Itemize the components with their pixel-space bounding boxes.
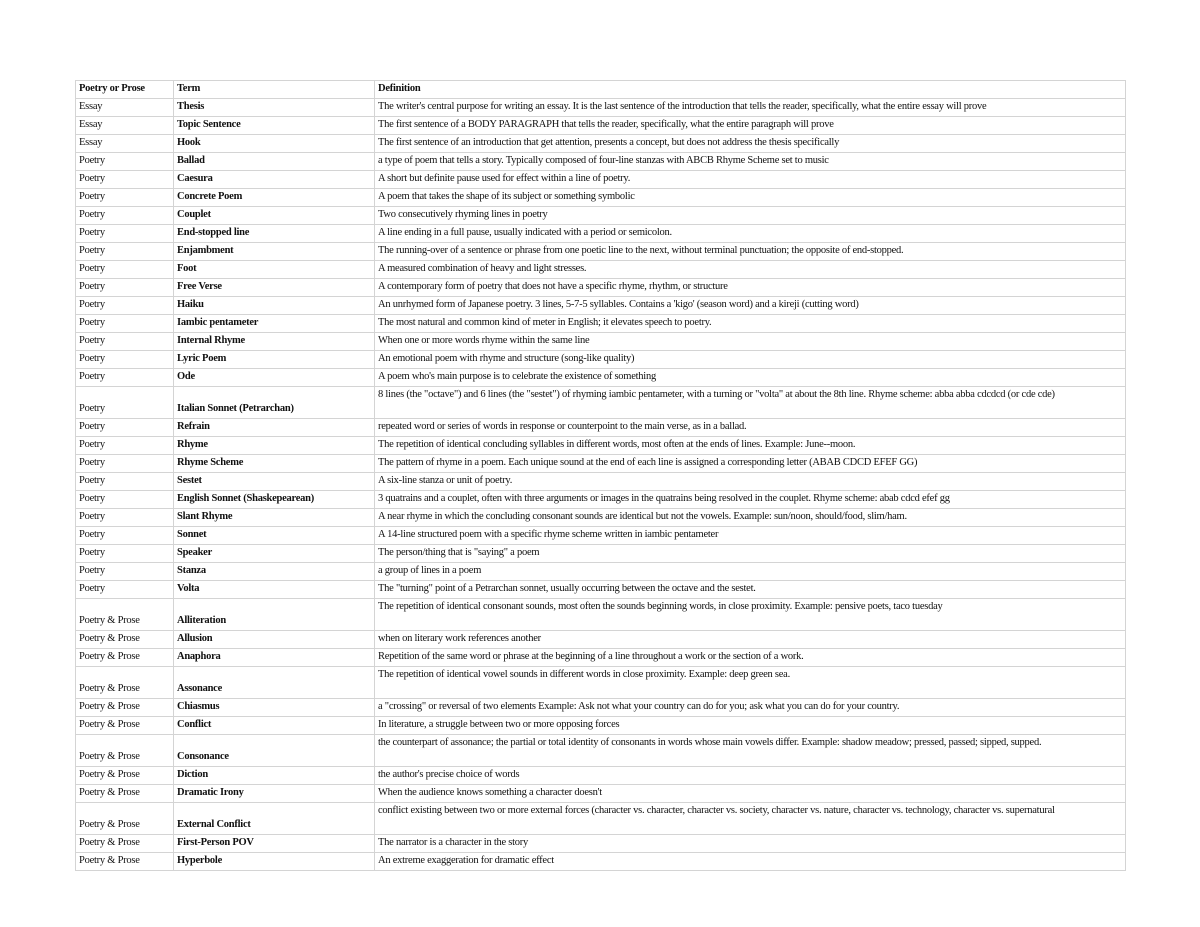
table-row xyxy=(76,171,1126,189)
table-row xyxy=(76,261,1126,279)
cell-term: Hook xyxy=(174,135,375,153)
cell-category: Poetry & Prose xyxy=(76,599,174,631)
cell-term: Chiasmus xyxy=(174,699,375,717)
cell-term: External Conflict xyxy=(174,803,375,835)
table-body xyxy=(76,99,1126,871)
cell-term: Thesis xyxy=(174,99,375,117)
cell-definition: A short but definite pause used for effect within a line of poetry. xyxy=(375,171,1126,189)
table-row xyxy=(76,369,1126,387)
cell-category: Poetry & Prose xyxy=(76,735,174,767)
cell-definition: a "crossing" or reversal of two elements Example: Ask not what your country can do for you; ask what you can do for your country. xyxy=(375,699,1126,717)
table-row xyxy=(76,297,1126,315)
table-row xyxy=(76,667,1126,699)
cell-category: Poetry xyxy=(76,189,174,207)
cell-category: Poetry & Prose xyxy=(76,667,174,699)
cell-term: Rhyme Scheme xyxy=(174,455,375,473)
cell-definition: In literature, a struggle between two or more opposing forces xyxy=(375,717,1126,735)
cell-definition: A 14-line structured poem with a specific rhyme scheme written in iambic pentameter xyxy=(375,527,1126,545)
cell-category: Poetry xyxy=(76,419,174,437)
cell-term: Alliteration xyxy=(174,599,375,631)
table-row xyxy=(76,835,1126,853)
cell-category: Poetry xyxy=(76,207,174,225)
table-row xyxy=(76,351,1126,369)
cell-definition: The pattern of rhyme in a poem. Each unique sound at the end of each line is assigned a corresponding letter (ABAB CDCD EFEF GG) xyxy=(375,455,1126,473)
cell-term: Sestet xyxy=(174,473,375,491)
cell-term: Rhyme xyxy=(174,437,375,455)
cell-category: Poetry & Prose xyxy=(76,803,174,835)
cell-category: Poetry xyxy=(76,171,174,189)
cell-category: Poetry & Prose xyxy=(76,767,174,785)
cell-category: Poetry xyxy=(76,369,174,387)
cell-category: Poetry xyxy=(76,297,174,315)
table-row xyxy=(76,455,1126,473)
cell-definition: A line ending in a full pause, usually indicated with a period or semicolon. xyxy=(375,225,1126,243)
table-row xyxy=(76,545,1126,563)
glossary-table xyxy=(75,80,1126,871)
cell-category: Essay xyxy=(76,99,174,117)
cell-definition: A measured combination of heavy and light stresses. xyxy=(375,261,1126,279)
cell-term: Free Verse xyxy=(174,279,375,297)
cell-term: End-stopped line xyxy=(174,225,375,243)
table-row xyxy=(76,735,1126,767)
cell-category: Poetry xyxy=(76,563,174,581)
cell-category: Poetry & Prose xyxy=(76,699,174,717)
cell-category: Poetry & Prose xyxy=(76,717,174,735)
cell-definition: when on literary work references another xyxy=(375,631,1126,649)
cell-term: Assonance xyxy=(174,667,375,699)
cell-category: Poetry & Prose xyxy=(76,835,174,853)
table-row xyxy=(76,509,1126,527)
cell-category: Poetry xyxy=(76,225,174,243)
cell-term: Concrete Poem xyxy=(174,189,375,207)
cell-definition: The most natural and common kind of meter in English; it elevates speech to poetry. xyxy=(375,315,1126,333)
cell-definition: repeated word or series of words in response or counterpoint to the main verse, as in a ballad. xyxy=(375,419,1126,437)
cell-definition: the counterpart of assonance; the partial or total identity of consonants in words whose main vowels differ. Example: shadow meadow; pressed, passed; sipped, supped. xyxy=(375,735,1126,767)
table-row xyxy=(76,599,1126,631)
cell-definition: The person/thing that is "saying" a poem xyxy=(375,545,1126,563)
cell-definition: A poem that takes the shape of its subject or something symbolic xyxy=(375,189,1126,207)
table-row xyxy=(76,473,1126,491)
cell-term: First-Person POV xyxy=(174,835,375,853)
table-row xyxy=(76,207,1126,225)
cell-category: Poetry xyxy=(76,243,174,261)
table-row xyxy=(76,717,1126,735)
header-row xyxy=(76,81,1126,99)
cell-category: Poetry xyxy=(76,261,174,279)
table-row xyxy=(76,803,1126,835)
cell-term: English Sonnet (Shaskepearean) xyxy=(174,491,375,509)
table-row xyxy=(76,631,1126,649)
table-row xyxy=(76,699,1126,717)
table-row xyxy=(76,99,1126,117)
table-row xyxy=(76,491,1126,509)
header-definition: Definition xyxy=(375,81,1126,99)
table-row xyxy=(76,243,1126,261)
cell-definition: The first sentence of a BODY PARAGRAPH that tells the reader, specifically, what the entire paragraph will prove xyxy=(375,117,1126,135)
table-row xyxy=(76,189,1126,207)
table-row xyxy=(76,279,1126,297)
cell-category: Poetry xyxy=(76,387,174,419)
cell-term: Conflict xyxy=(174,717,375,735)
cell-category: Poetry xyxy=(76,153,174,171)
table-row xyxy=(76,387,1126,419)
cell-category: Poetry xyxy=(76,455,174,473)
table-row xyxy=(76,649,1126,667)
cell-category: Poetry xyxy=(76,491,174,509)
cell-definition: The repetition of identical vowel sounds in different words in close proximity. Example: deep green sea. xyxy=(375,667,1126,699)
cell-term: Ballad xyxy=(174,153,375,171)
cell-term: Hyperbole xyxy=(174,853,375,871)
cell-category: Poetry xyxy=(76,581,174,599)
cell-category: Poetry xyxy=(76,279,174,297)
cell-term: Refrain xyxy=(174,419,375,437)
cell-category: Essay xyxy=(76,135,174,153)
cell-definition: The running-over of a sentence or phrase from one poetic line to the next, without terminal punctuation; the opposite of end-stopped. xyxy=(375,243,1126,261)
cell-definition: conflict existing between two or more external forces (character vs. character, character vs. society, character vs. nature, character vs. technology, character vs. supernatural xyxy=(375,803,1126,835)
table-row xyxy=(76,315,1126,333)
cell-term: Dramatic Irony xyxy=(174,785,375,803)
table-row xyxy=(76,117,1126,135)
cell-definition: The writer's central purpose for writing an essay. It is the last sentence of the introduction that tells the reader, specifically, what the entire essay will prove xyxy=(375,99,1126,117)
table-row xyxy=(76,135,1126,153)
header-category: Poetry or Prose xyxy=(76,81,174,99)
table-row xyxy=(76,225,1126,243)
table-row xyxy=(76,785,1126,803)
cell-term: Enjambment xyxy=(174,243,375,261)
cell-category: Poetry & Prose xyxy=(76,631,174,649)
table-row xyxy=(76,437,1126,455)
cell-definition: A six-line stanza or unit of poetry. xyxy=(375,473,1126,491)
cell-term: Allusion xyxy=(174,631,375,649)
cell-category: Poetry xyxy=(76,545,174,563)
cell-term: Iambic pentameter xyxy=(174,315,375,333)
cell-category: Poetry xyxy=(76,437,174,455)
table-row xyxy=(76,333,1126,351)
cell-definition: Repetition of the same word or phrase at the beginning of a line throughout a work or the section of a work. xyxy=(375,649,1126,667)
cell-category: Poetry & Prose xyxy=(76,853,174,871)
cell-category: Poetry xyxy=(76,351,174,369)
cell-term: Anaphora xyxy=(174,649,375,667)
cell-definition: a group of lines in a poem xyxy=(375,563,1126,581)
cell-definition: An extreme exaggeration for dramatic effect xyxy=(375,853,1126,871)
cell-definition: The repetition of identical concluding syllables in different words, most often at the ends of lines. Example: June--moon. xyxy=(375,437,1126,455)
cell-term: Speaker xyxy=(174,545,375,563)
cell-definition: The first sentence of an introduction that get attention, presents a concept, but does not address the thesis specifically xyxy=(375,135,1126,153)
cell-category: Poetry xyxy=(76,315,174,333)
cell-definition: A near rhyme in which the concluding consonant sounds are identical but not the vowels. Example: sun/noon, should/food, slim/ham. xyxy=(375,509,1126,527)
cell-term: Slant Rhyme xyxy=(174,509,375,527)
header-term: Term xyxy=(174,81,375,99)
cell-definition: When the audience knows something a character doesn't xyxy=(375,785,1126,803)
table-row xyxy=(76,563,1126,581)
table-row xyxy=(76,853,1126,871)
cell-category: Poetry xyxy=(76,333,174,351)
cell-term: Topic Sentence xyxy=(174,117,375,135)
cell-term: Volta xyxy=(174,581,375,599)
cell-definition: A poem who's main purpose is to celebrate the existence of something xyxy=(375,369,1126,387)
cell-category: Poetry xyxy=(76,527,174,545)
cell-definition: An unrhymed form of Japanese poetry. 3 lines, 5-7-5 syllables. Contains a 'kigo' (season word) and a kireji (cutting word) xyxy=(375,297,1126,315)
cell-category: Poetry & Prose xyxy=(76,649,174,667)
cell-definition: The repetition of identical consonant sounds, most often the sounds beginning words, in close proximity. Example: pensive poets, taco tuesday xyxy=(375,599,1126,631)
table-row xyxy=(76,581,1126,599)
cell-definition: 8 lines (the "octave") and 6 lines (the "sestet") of rhyming iambic pentameter, with a turning or "volta" at about the 8th line. Rhyme scheme: abba abba cdcdcd (or cde cde) xyxy=(375,387,1126,419)
cell-category: Essay xyxy=(76,117,174,135)
table-row xyxy=(76,767,1126,785)
cell-definition: a type of poem that tells a story. Typically composed of four-line stanzas with ABCB Rhyme Scheme set to music xyxy=(375,153,1126,171)
cell-definition: 3 quatrains and a couplet, often with three arguments or images in the quatrains being resolved in the couplet. Rhyme scheme: abab cdcd efef gg xyxy=(375,491,1126,509)
cell-term: Lyric Poem xyxy=(174,351,375,369)
table-row xyxy=(76,153,1126,171)
cell-category: Poetry xyxy=(76,473,174,491)
cell-term: Haiku xyxy=(174,297,375,315)
table-row xyxy=(76,527,1126,545)
cell-category: Poetry xyxy=(76,509,174,527)
cell-term: Ode xyxy=(174,369,375,387)
cell-term: Internal Rhyme xyxy=(174,333,375,351)
cell-term: Consonance xyxy=(174,735,375,767)
table-row xyxy=(76,419,1126,437)
cell-definition: When one or more words rhyme within the same line xyxy=(375,333,1126,351)
cell-category: Poetry & Prose xyxy=(76,785,174,803)
cell-definition: The "turning" point of a Petrarchan sonnet, usually occurring between the octave and the sestet. xyxy=(375,581,1126,599)
cell-term: Sonnet xyxy=(174,527,375,545)
cell-definition: A contemporary form of poetry that does not have a specific rhyme, rhythm, or structure xyxy=(375,279,1126,297)
cell-definition: An emotional poem with rhyme and structure (song-like quality) xyxy=(375,351,1126,369)
cell-term: Foot xyxy=(174,261,375,279)
cell-definition: the author's precise choice of words xyxy=(375,767,1126,785)
glossary-sheet xyxy=(75,80,1125,871)
cell-term: Stanza xyxy=(174,563,375,581)
cell-term: Italian Sonnet (Petrarchan) xyxy=(174,387,375,419)
cell-term: Diction xyxy=(174,767,375,785)
cell-term: Caesura xyxy=(174,171,375,189)
cell-term: Couplet xyxy=(174,207,375,225)
cell-definition: The narrator is a character in the story xyxy=(375,835,1126,853)
cell-definition: Two consecutively rhyming lines in poetry xyxy=(375,207,1126,225)
